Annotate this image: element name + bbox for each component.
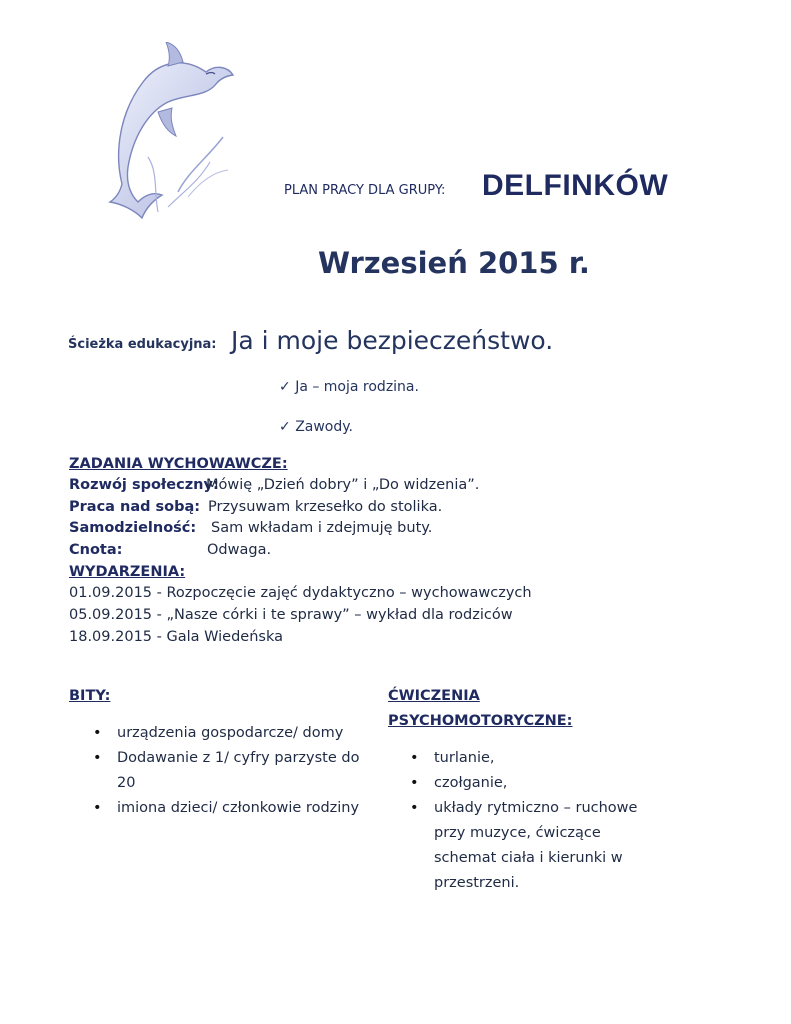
task-value: Sam wkładam i zdejmuję buty. (211, 520, 433, 536)
path-item-text: Ja – moja rodzina. (295, 379, 419, 395)
plan-label: PLAN PRACY DLA GRUPY: (284, 183, 446, 198)
task-value: Mówię „Dzień dobry” i „Do widzenia”. (206, 477, 480, 493)
page-title: Wrzesień 2015 r. (318, 246, 590, 280)
task-label: Samodzielność: (69, 520, 197, 536)
check-icon: ✓ (279, 419, 291, 435)
exercise-item-continuation: przy muzyce, ćwiczące (434, 825, 601, 841)
bity-item: • imiona dzieci/ członkowie rodziny (117, 800, 359, 816)
dolphin-icon (88, 42, 238, 232)
event-item: 01.09.2015 - Rozpoczęcie zajęć dydaktyczno – wychowawczych (69, 585, 532, 601)
tasks-heading: ZADANIA WYCHOWAWCZE: (69, 456, 288, 472)
bity-item: • Dodawanie z 1/ cyfry parzyste do (117, 750, 359, 766)
task-value: Odwaga. (207, 542, 272, 558)
bity-item: • urządzenia gospodarcze/ domy (117, 725, 343, 741)
event-item: 05.09.2015 - „Nasze córki i te sprawy” – wykład dla rodziców (69, 607, 513, 623)
exercises-heading: ĆWICZENIA (388, 688, 480, 704)
exercise-item: • układy rytmiczno – ruchowe (434, 800, 637, 816)
path-item (279, 379, 419, 395)
path-item-text: Zawody. (295, 419, 353, 435)
path-title: Ja i moje bezpieczeństwo. (231, 326, 554, 355)
group-name: DELFINKÓW (482, 169, 669, 202)
exercise-item-continuation: przestrzeni. (434, 875, 520, 891)
exercises-heading-2: PSYCHOMOTORYCZNE: (388, 713, 573, 729)
path-item (279, 419, 353, 435)
bity-heading: BITY: (69, 688, 111, 704)
task-label: Rozwój społeczny: (69, 477, 219, 493)
check-icon: ✓ (279, 379, 291, 395)
task-label: Cnota: (69, 542, 123, 558)
exercise-item: • turlanie, (434, 750, 495, 766)
exercise-item-continuation: schemat ciała i kierunki w (434, 850, 623, 866)
task-label: Praca nad sobą: (69, 499, 201, 515)
exercise-item: • czołganie, (434, 775, 507, 791)
bity-item-continuation: 20 (117, 775, 136, 791)
events-heading: WYDARZENIA: (69, 564, 186, 580)
path-label: Ścieżka edukacyjna: (68, 337, 217, 352)
event-item: 18.09.2015 - Gala Wiedeńska (69, 629, 283, 645)
task-value: Przysuwam krzesełko do stolika. (208, 499, 443, 515)
